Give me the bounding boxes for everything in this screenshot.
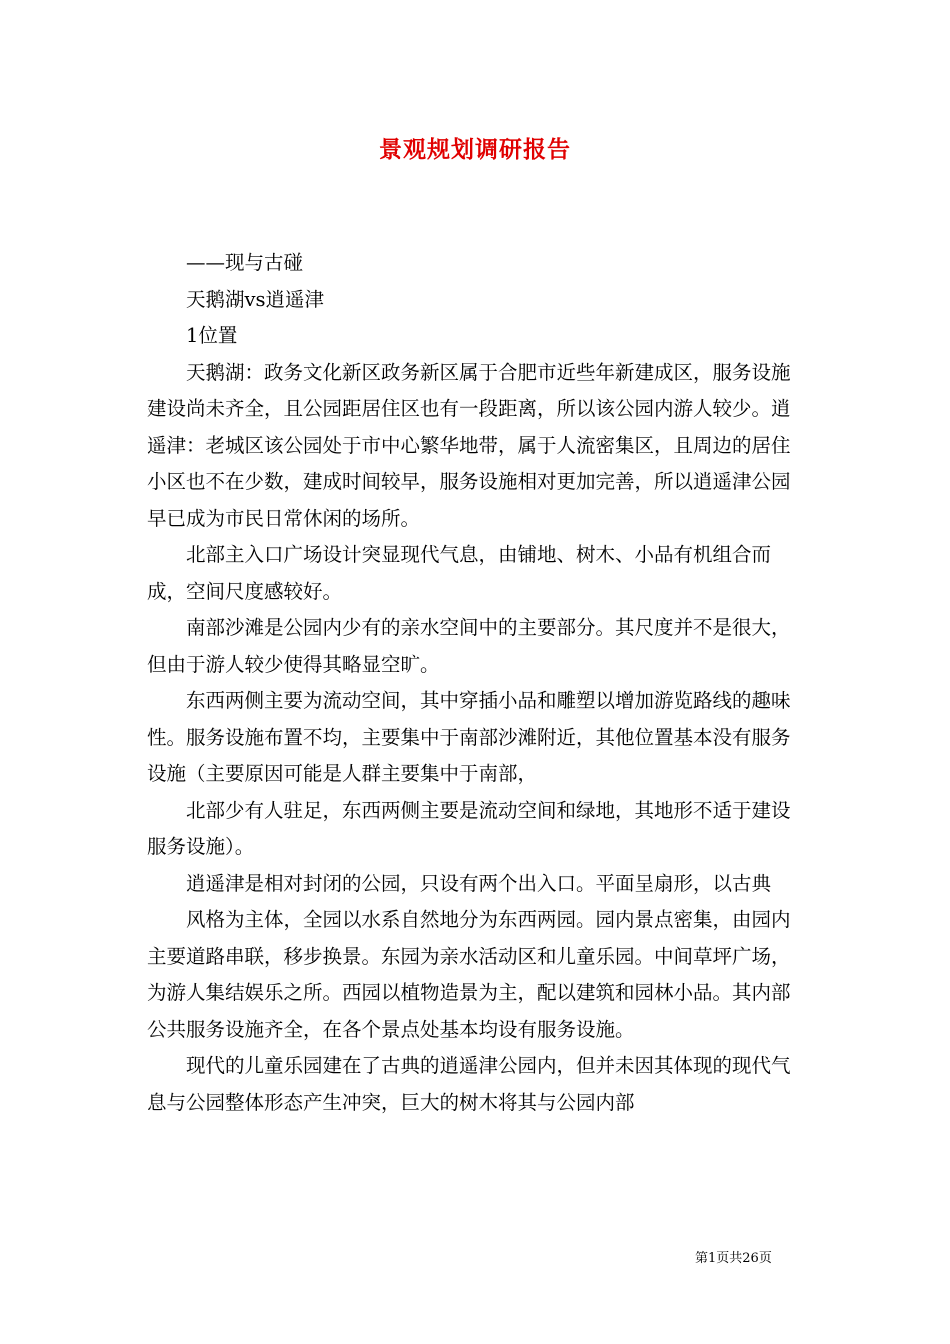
paragraph: 北部少有人驻足，东西两侧主要是流动空间和绿地，其地形不适于建设服务设施）。 (147, 798, 791, 858)
paragraph: 东西两侧主要为流动空间，其中穿插小品和雕塑以增加游览路线的趣味性。服务设施布置不均，主要集中于南部沙滩附近，其他位置基本没有服务设施（主要原因可能是人群主要集中于南部， (147, 689, 791, 785)
page-number-footer: 第1页共26页 (695, 1251, 772, 1266)
paragraph: 天鹅湖：政务文化新区政务新区属于合肥市近些年新建成区，服务设施建设尚未齐全，且公园距居住区也有一段距离，所以该公园内游人较少。逍遥津：老城区该公园处于市中心繁华地带，属于人流密集区，且周边的居住小区也不在少数，建成时间较早，服务设施相对更加完善，所以逍遥津公园早已成为市民日常休闲的场所。 (147, 360, 791, 530)
paragraph: 北部主入口广场设计突显现代气息，由铺地、树木、小品有机组合而成，空间尺度感较好。 (147, 543, 772, 603)
paragraph: 逍遥津是相对封闭的公园，只设有两个出入口。平面呈扇形，以古典 (186, 871, 772, 895)
paragraph: 南部沙滩是公园内少有的亲水空间中的主要部分。其尺度并不是很大，但由于游人较少使得其略显空旷。 (147, 616, 791, 676)
document-title: 景观规划调研报告 (379, 136, 571, 163)
subtitle-line: ——现与古碰 (186, 251, 304, 274)
paragraph: 风格为主体，全园以水系自然地分为东西两园。园内景点密集，由园内主要道路串联，移步换景。东园为亲水活动区和儿童乐园。中间草坪广场，为游人集结娱乐之所。西园以植物造景为主，配以建筑和园林小品。其内部公共服务设施齐全，在各个景点处基本均设有服务设施。 (147, 908, 791, 1041)
section-heading-location: 1位置 (186, 324, 238, 347)
document-body (147, 245, 807, 1121)
paragraph: 现代的儿童乐园建在了古典的逍遥津公园内，但并未因其体现的现代气息与公园整体形态产生冲突，巨大的树木将其与公园内部 (147, 1054, 791, 1114)
comparison-heading: 天鹅湖vs逍遥津 (186, 287, 325, 311)
